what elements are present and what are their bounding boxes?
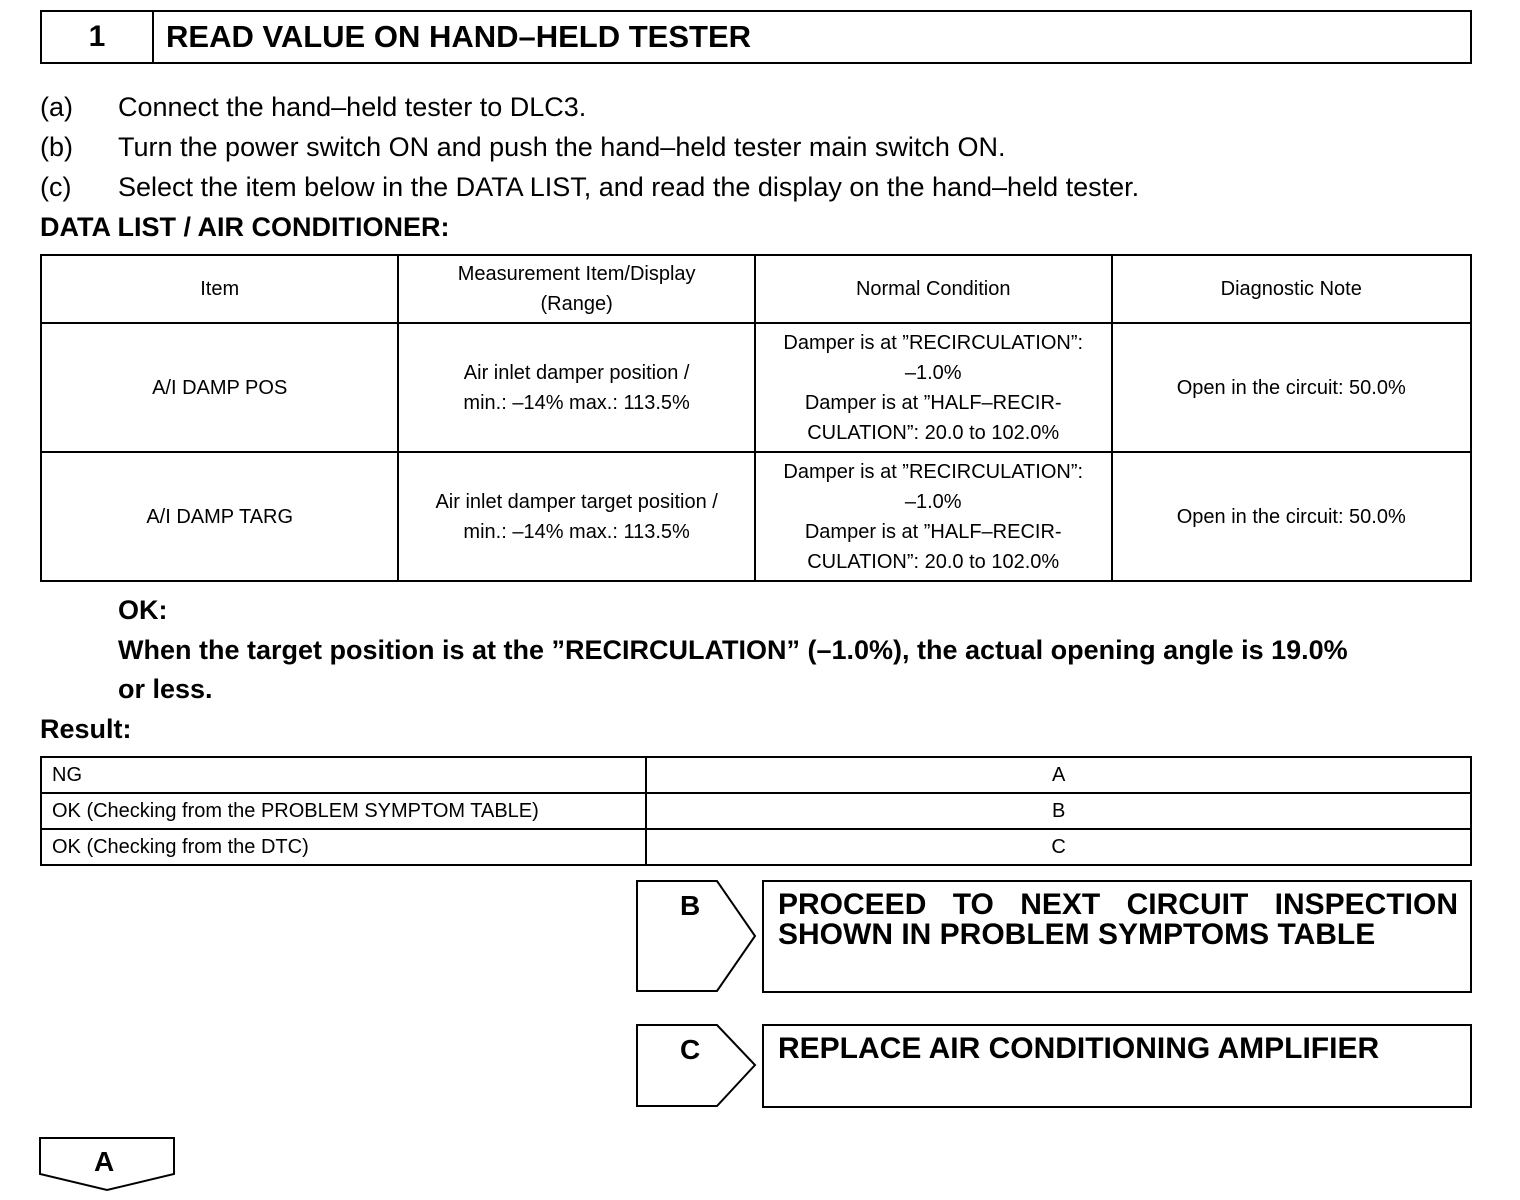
cell-line: min.: –14% max.: 113.5%: [463, 391, 690, 414]
header-normal-condition: Normal Condition: [755, 255, 1112, 323]
instruction-label: (a): [40, 92, 73, 122]
table-row: [41, 829, 1471, 865]
outcome-c-code: C: [680, 1034, 701, 1065]
ok-condition-line2: or less.: [118, 674, 213, 704]
cell-normal: [755, 452, 1112, 581]
cell-measurement: [398, 452, 755, 581]
instruction-label: (c): [40, 172, 72, 202]
cell-line: Damper is at ”RECIRCULATION”:: [783, 331, 1084, 354]
result-code: C: [646, 829, 1471, 865]
next-step-code: A: [94, 1146, 115, 1177]
instruction-b: [40, 127, 1005, 167]
instruction-text: Turn the power switch ON and push the hand–held tester main switch ON.: [118, 132, 1006, 162]
table-row: [41, 793, 1471, 829]
cell-item: A/I DAMP POS: [41, 323, 398, 452]
header-measurement-range: (Range): [540, 293, 613, 315]
table-header-row: [41, 255, 1471, 323]
cell-line: Damper is at ”HALF–RECIR-: [804, 520, 1062, 543]
result-condition: NG: [41, 757, 646, 793]
cell-note: Open in the circuit: 50.0%: [1112, 323, 1471, 452]
cell-line: –1.0%: [904, 361, 962, 384]
cell-line: min.: –14% max.: 113.5%: [463, 520, 690, 543]
outcome-b-code: B: [680, 890, 701, 921]
cell-normal: [755, 323, 1112, 452]
result-heading: Result:: [40, 714, 132, 744]
ok-label: OK:: [118, 595, 168, 625]
cell-line: Damper is at ”HALF–RECIR-: [804, 391, 1062, 414]
result-code: B: [646, 793, 1471, 829]
ok-condition-line1: When the target position is at the ”RECIRCULATION” (–1.0%), the actual opening angle is 19.0%: [118, 635, 1348, 665]
cell-line: Damper is at ”RECIRCULATION”:: [783, 460, 1084, 483]
action-line: PROCEED TO NEXT CIRCUIT INSPECTION: [778, 888, 1458, 921]
step-header: [40, 10, 1472, 64]
table-row: [41, 323, 1471, 452]
cell-line: Air inlet damper position /: [463, 361, 690, 384]
data-list-heading: DATA LIST / AIR CONDITIONER:: [40, 212, 450, 242]
step-title: READ VALUE ON HAND–HELD TESTER: [166, 19, 752, 54]
cell-note: Open in the circuit: 50.0%: [1112, 452, 1471, 581]
cell-item: A/I DAMP TARG: [41, 452, 398, 581]
header-item: Item: [41, 255, 398, 323]
cell-line: –1.0%: [904, 490, 962, 513]
instruction-text: Connect the hand–held tester to DLC3.: [118, 92, 587, 122]
action-line: REPLACE AIR CONDITIONING AMPLIFIER: [778, 1032, 1380, 1065]
instruction-a: [40, 87, 586, 127]
header-measurement: [398, 255, 755, 323]
table-row: [41, 757, 1471, 793]
result-condition: OK (Checking from the PROBLEM SYMPTOM TABLE): [41, 793, 646, 829]
result-table: [40, 756, 1472, 866]
instruction-c: [40, 167, 1139, 207]
action-line: SHOWN IN PROBLEM SYMPTOMS TABLE: [778, 918, 1376, 951]
cell-line: Air inlet damper target position /: [435, 490, 718, 513]
data-list-table: [40, 254, 1472, 582]
result-condition: OK (Checking from the DTC): [41, 829, 646, 865]
cell-line: CULATION”: 20.0 to 102.0%: [807, 550, 1060, 573]
outcome-b-action: [762, 880, 1472, 993]
cell-line: CULATION”: 20.0 to 102.0%: [807, 421, 1060, 444]
instruction-text: Select the item below in the DATA LIST, and read the display on the hand–held tester.: [118, 172, 1140, 202]
cell-measurement: [398, 323, 755, 452]
instruction-label: (b): [40, 132, 73, 162]
header-measurement-line: Measurement Item/Display: [457, 263, 696, 285]
step-number: 1: [42, 12, 154, 62]
header-diagnostic-note: Diagnostic Note: [1112, 255, 1471, 323]
table-row: [41, 452, 1471, 581]
outcome-c-action: [762, 1024, 1472, 1108]
result-code: A: [646, 757, 1471, 793]
